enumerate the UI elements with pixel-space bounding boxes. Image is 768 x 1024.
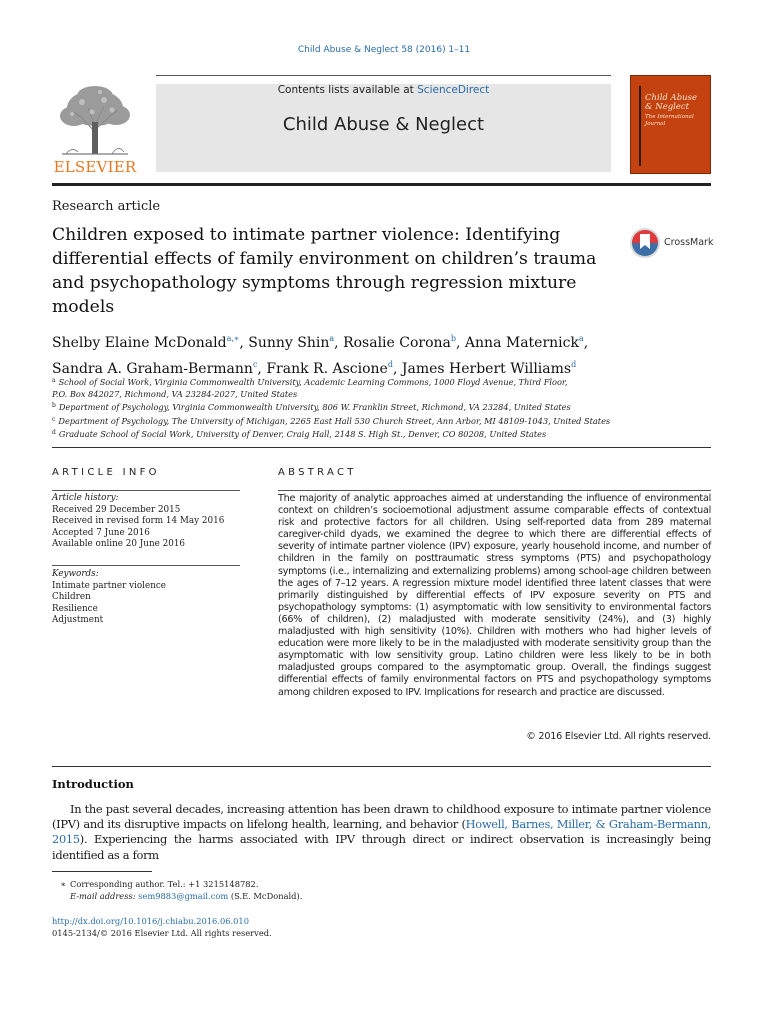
affiliation-key: d (52, 429, 56, 437)
email-suffix: (S.E. McDonald). (228, 891, 303, 901)
masthead-rule (52, 183, 711, 186)
author-name[interactable]: James Herbert Williams (401, 361, 572, 377)
author-name[interactable]: Frank R. Ascione (266, 361, 388, 377)
history-online: Available online 20 June 2016 (52, 539, 186, 550)
affiliation-key: c (52, 415, 56, 423)
author-separator: , (239, 335, 249, 351)
author-affiliation-marker[interactable]: a,∗ (226, 334, 240, 343)
keyword-item: Intimate partner violence (52, 580, 166, 591)
keywords (52, 569, 240, 627)
intro-text-part: In the past several decades, increasing attention has been drawn to childhood exposure to intimate partner violence (IPV) and its disruptive impacts on lifelong health, learning, and behavior ( (52, 802, 711, 832)
affiliation-key: b (52, 402, 56, 410)
affiliation-d (52, 427, 692, 441)
author-name[interactable]: Sandra A. Graham-Bermann (52, 361, 253, 377)
history-accepted: Accepted 7 June 2016 (52, 527, 150, 538)
cover-title-text: Child Abuse & Neglect (645, 93, 698, 112)
intro-text-part: ). Experiencing the harms associated with IPV through direct or indirect observation is increasingly being identified as a form (52, 832, 711, 862)
author-affiliation-marker[interactable]: a (578, 334, 584, 343)
section-divider (52, 447, 711, 448)
keyword-item: Adjustment (52, 615, 104, 626)
abstract-text: The majority of analytic approaches aimed at understanding the influence of environmental context on children’s socioemotional adjustment assume comparable effects of contextual risk and protective factors for all children. Using self-reported data from 289 maternal caregiver-child dyads, we examined the degree to which there are differential effects of severity of intimate partner violence (IPV) exposure, yearly household income, and number of children in the family on posttraumatic stress symptoms (PTS) and psychopathology symptoms (i.e., internalizing and externalizing problems) among school-age children between the ages of 7–12 years. A regression mixture model identified three latent classes that were primarily distinguished by differential effects of IPV exposure severity on PTS and psychopathology symptoms: (1) asymptomatic with low sensitivity to environmental factors (66% of children), (2) maladjusted with moderate sensitivity (24%), and (3) highly maladjusted with high sensitivity (10%). Children with mothers who had higher levels of education were more likely to be in the maladjusted with moderate sensitivity group than the asymptomatic with low sensitivity group. Latino children were less likely to be in both maladjusted groups compared to the asymptomatic group. Overall, the findings suggest differential effects of family environmental factors on PTS and psychopathology symptoms among children exposed to IPV. Implications for research and practice are discussed. (278, 493, 711, 698)
keywords-rule (52, 565, 240, 566)
article-info-heading: ARTICLE INFO (52, 467, 160, 478)
contents-line (156, 84, 611, 96)
sciencedirect-link[interactable]: ScienceDirect (417, 84, 490, 96)
affiliation-text: Department of Psychology, The University of Michigan, 2265 East Hall 530 Church Street, Ann Arbor, MI 48109-1043, United States (58, 415, 611, 426)
introduction-heading: Introduction (52, 777, 134, 791)
citation-link[interactable]: Howell, Barnes, Miller, & Graham-Bermann, 2015 (52, 817, 711, 847)
crossmark-label[interactable]: CrossMark (664, 237, 714, 248)
corresponding-author-note (52, 878, 652, 890)
journal-reference[interactable]: Child Abuse & Neglect 58 (2016) 1–11 (297, 45, 471, 55)
author-affiliation-marker[interactable]: d (387, 360, 393, 369)
article-history (52, 493, 240, 551)
affiliation-b (52, 400, 692, 414)
email-note (52, 890, 652, 902)
cover-title (645, 94, 701, 127)
footnote-rule (52, 871, 152, 872)
publisher-name[interactable]: ELSEVIER (53, 158, 137, 176)
affiliation-a-line2: P.O. Box 842027, Richmond, VA 23284-2027, United States (52, 388, 298, 399)
article-info-rule (52, 490, 240, 491)
keyword-item: Children (52, 592, 91, 603)
section-divider (52, 766, 711, 767)
author-name[interactable]: Rosalie Corona (343, 335, 451, 351)
history-revised: Received in revised form 14 May 2016 (52, 516, 225, 527)
history-label: Article history: (52, 493, 119, 503)
cover-subtitle: The International Journal (645, 114, 694, 127)
author-name[interactable]: Anna Maternick (464, 335, 579, 351)
author-affiliation-marker[interactable]: d (571, 360, 577, 369)
abstract-heading: ABSTRACT (278, 467, 357, 478)
author-name[interactable]: Shelby Elaine McDonald (52, 335, 227, 351)
affiliation-a (52, 375, 692, 389)
issn-line: 0145-2134/© 2016 Elsevier Ltd. All rights reserved. (52, 928, 272, 938)
abstract-copyright: © 2016 Elsevier Ltd. All rights reserved. (526, 731, 711, 742)
doi-block (52, 915, 272, 939)
corresponding-text: Corresponding author. Tel.: +1 3215148782. (70, 879, 259, 889)
cover-stripe (639, 86, 641, 166)
affiliation-text: Department of Psychology, Virginia Commonwealth University, 806 W. Franklin Street, Richmond, VA 23284, United States (58, 402, 571, 413)
doi-link[interactable]: http://dx.doi.org/10.1016/j.chiabu.2016.06.010 (52, 916, 249, 926)
introduction-text (52, 802, 711, 863)
affiliation-text: School of Social Work, Virginia Commonwealth University, Academic Learning Commons, 1000 Floyd Avenue, Third Floor, (58, 377, 568, 387)
author-name[interactable]: Sunny Shin (248, 335, 330, 351)
email-label: E-mail address: (70, 891, 136, 901)
affiliation-c (52, 414, 692, 428)
history-received: Received 29 December 2015 (52, 504, 181, 515)
affiliations (52, 375, 692, 441)
journal-cover-image[interactable] (630, 75, 711, 174)
masthead-top-rule (156, 75, 611, 76)
contents-prefix: Contents lists available at (277, 84, 418, 96)
footnote-star: ∗ (60, 879, 66, 889)
author-separator: , (583, 335, 589, 351)
keywords-label: Keywords: (52, 569, 99, 579)
affiliation-text: Graduate School of Social Work, University of Denver, Craig Hall, 2148 S. High St., Denver, CO 80208, United States (58, 429, 547, 440)
affiliation-key: a (52, 377, 56, 384)
author-separator: , (456, 335, 465, 351)
author-separator: , (392, 361, 402, 377)
journal-title[interactable]: Child Abuse & Neglect (282, 114, 485, 135)
author-list (52, 328, 692, 380)
author-separator: , (334, 335, 344, 351)
journal-masthead (156, 84, 611, 172)
author-separator: , (257, 361, 267, 377)
keyword-item: Resilience (52, 603, 98, 614)
article-type: Research article (52, 199, 161, 214)
abstract-rule (278, 490, 711, 491)
article-title: Children exposed to intimate partner violence: Identifying differential effects of family environment on children’s trauma and psychopathology symptoms through regression mixture models (52, 225, 597, 317)
author-affiliation-marker[interactable]: b (450, 334, 457, 343)
footnotes (52, 878, 652, 902)
author-affiliation-marker[interactable]: a (329, 334, 335, 343)
author-affiliation-marker[interactable]: c (252, 360, 258, 369)
email-link[interactable]: sem9883@gmail.com (138, 891, 229, 901)
